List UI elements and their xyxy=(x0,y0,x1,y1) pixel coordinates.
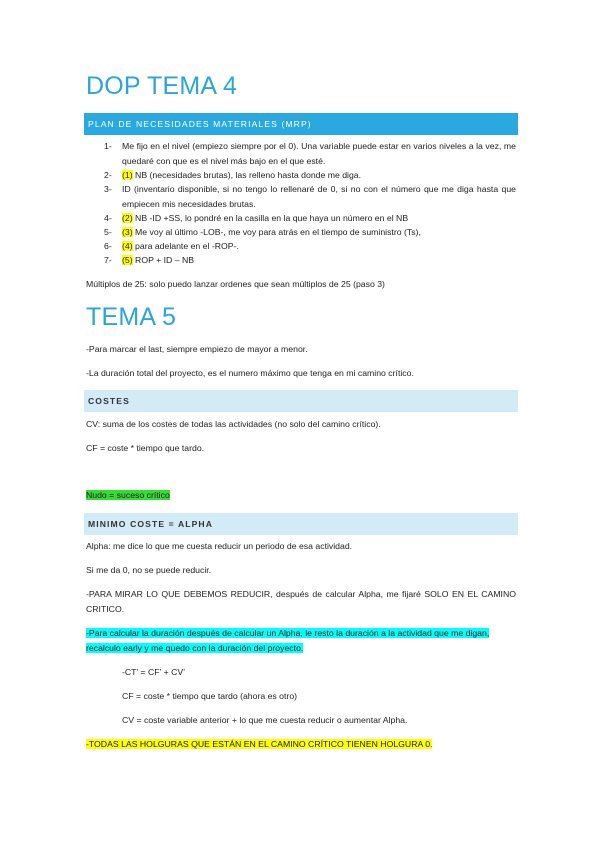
holguras-highlight: -TODAS LAS HOLGURAS QUE ESTÁN EN EL CAMINO CRÍTICO TIENEN HOLGURA 0. xyxy=(86,739,433,749)
step-tag: (3) xyxy=(122,227,133,237)
step-tag: (1) xyxy=(122,170,133,180)
minimo-coste-band: MINIMO COSTE = ALPHA xyxy=(84,513,518,535)
step-text xyxy=(122,225,516,240)
step-text xyxy=(122,239,516,254)
step-text xyxy=(122,182,516,211)
step-body: ROP + ID – NB xyxy=(132,255,195,265)
calc-line-1: -Para calcular la duración después de calcular un Alpha, le resto la duración a la actividad que me digan, xyxy=(86,628,490,638)
duracion-paragraph: -La duración total del proyecto, es el numero máximo que tenga en mi camino crítico. xyxy=(86,368,414,378)
step-number: 5- xyxy=(104,227,112,237)
tema5-title: TEMA 5 xyxy=(86,303,177,331)
multiplos-note: Múltiplos de 25: solo puedo lanzar ordenes que sean múltiplos de 25 (paso 3) xyxy=(86,279,385,289)
step-number: 1- xyxy=(104,141,112,151)
zero-note: Si me da 0, no se puede reducir. xyxy=(86,565,212,575)
nudo-highlight: Nudo = suceso crítico xyxy=(86,490,170,500)
step-number: 6- xyxy=(104,241,112,251)
step-body: Me fijo en el nivel (empiezo siempre por el 0). Una variable puede estar en varios niveles a la vez, me quedaré con que es el nivel más bajo en el que esté. xyxy=(122,141,516,166)
step-number: 2- xyxy=(104,170,112,180)
calc-line-2: recalculo early y me quedo con la duración del proyecto. xyxy=(86,642,304,653)
cv-formula: CV = coste variable anterior + lo que me cuesta reducir o aumentar Alpha. xyxy=(122,715,408,725)
holguras-line xyxy=(86,737,516,752)
step-tag: (2) xyxy=(122,213,133,223)
tema4-title: DOP TEMA 4 xyxy=(86,72,238,100)
alpha-definition: Alpha: me dice lo que me cuesta reducir un periodo de esa actividad. xyxy=(86,541,353,551)
step-text xyxy=(122,253,516,268)
step-tag: (5) xyxy=(122,255,133,265)
cf-formula: CF = coste * tiempo que tardo (ahora es otro) xyxy=(122,691,298,701)
step-number: 4- xyxy=(104,213,112,223)
nudo-line xyxy=(86,488,516,503)
step-body: para adelante en el -ROP-. xyxy=(132,241,239,251)
step-body: NB (necesidades brutas), las relleno hasta donde me diga. xyxy=(132,170,362,180)
step-body: NB -ID +SS, lo pondré en la casilla en la que haya un número en el NB xyxy=(132,213,409,223)
step-body: Me voy al último -LOB-, me voy para atrás en el tiempo de suministro (Ts), xyxy=(132,227,421,237)
reduce-instruction: -PARA MIRAR LO QUE DEBEMOS REDUCIR, después de calcular Alpha, me fijaré SOLO EN EL CAMINO CRITICO. xyxy=(86,589,516,614)
step-text xyxy=(122,168,516,183)
step-text xyxy=(122,211,516,226)
cv-definition: CV: suma de los costes de todas las actividades (no solo del camino crítico). xyxy=(86,419,381,429)
step-number: 7- xyxy=(104,255,112,265)
step-text xyxy=(122,139,516,168)
costes-band: COSTES xyxy=(84,390,518,412)
step-number: 3- xyxy=(104,184,112,194)
step-tag: (4) xyxy=(122,241,133,251)
cf-definition: CF = coste * tiempo que tardo. xyxy=(86,443,205,453)
mrp-section-band: PLAN DE NECESIDADES MATERIALES (MRP) xyxy=(84,113,518,135)
ct-formula: -CT’ = CF’ + CV’ xyxy=(122,667,186,677)
calc-duration-paragraph xyxy=(86,626,516,655)
step-body: ID (inventario disponible, si no tengo lo rellenaré de 0, si no con el número que me diga hasta que empiecen mis necesidades brutas. xyxy=(122,184,516,209)
last-paragraph: -Para marcar el last, siempre empiezo de mayor a menor. xyxy=(86,344,308,354)
